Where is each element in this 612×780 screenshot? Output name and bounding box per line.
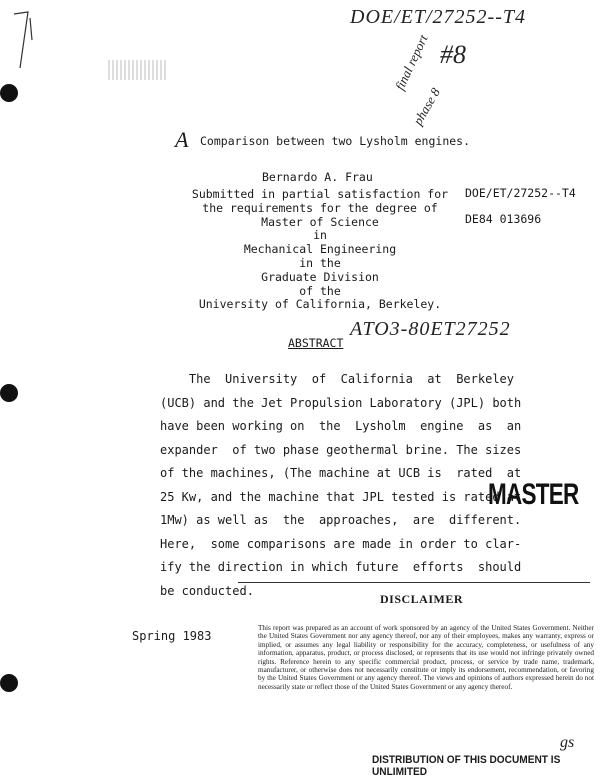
submission-line: Master of Science — [261, 214, 379, 229]
handwritten-accession: ATO3-80ET27252 — [350, 318, 511, 340]
submission-line: of the — [299, 283, 341, 298]
abstract-heading: ABSTRACT — [288, 336, 344, 350]
submission-line: the requirements for the degree of — [202, 200, 438, 215]
master-stamp: MASTER — [488, 478, 579, 511]
submission-line: in — [313, 228, 327, 243]
submission-line: University of California, Berkeley. — [198, 297, 442, 312]
submission-line: in the — [299, 255, 341, 270]
disclaimer-heading: DISCLAIMER — [380, 592, 464, 606]
disclaimer-rule — [238, 582, 590, 583]
abstract-line: 1Mw) as well as the approaches, are different. — [160, 513, 522, 527]
submission-line: Submitted in partial satisfaction for — [191, 187, 449, 201]
disclaimer-body: This report was prepared as an account of work sponsored by an agency of the United States Government. Neither the United States Government nor any agency thereof, nor any of their employees, makes any warranty, express or implied, or assumes any legal liability or responsibility for the accuracy, completeness, or usefulness of any information, apparatus, product, or process disclosed, or represents that its use would not infringe privately owned rights. Reference herein to any specific commercial product, process, or service by trade name, trademark, manufacturer, or otherwise does not necessarily constitute or imply its endorsement, recommendation, or favoring by the United States Government or any agency thereof. The views and opinions of authors expressed herein do not necessarily state or reflect those of the United States Government or any agency thereof. — [258, 624, 594, 691]
signature-initials: gs — [560, 734, 575, 751]
binder-hole-bottom — [0, 674, 18, 692]
submission-line: Mechanical Engineering — [243, 242, 397, 257]
title-initial: A — [175, 127, 189, 152]
abstract-line: expander of two phase geothermal brine. The sizes — [160, 442, 522, 457]
abstract-line: of the machines, (The machine at UCB is rated at — [160, 466, 522, 480]
handwritten-phase: phase 8 — [410, 85, 444, 128]
binder-hole-top — [0, 84, 18, 102]
abstract-line: (UCB) and the Jet Propulsion Laboratory (JPL) both — [160, 395, 522, 410]
handwritten-number: #8 — [440, 40, 466, 69]
abstract-line: be conducted. — [160, 583, 254, 598]
abstract-line: Here, some comparisons are made in order to clar- — [160, 536, 522, 551]
de-number: DE84 013696 — [465, 212, 542, 226]
author-name: Bernardo A. Frau — [262, 170, 373, 184]
distribution-stamp: DISTRIBUTION OF THIS DOCUMENT IS UNLIMITED — [372, 754, 561, 778]
handwritten-doc-id: DOE/ET/27252--T4 — [350, 6, 526, 28]
abstract-line: The University of California at Berkeley — [160, 372, 515, 386]
page-title: Comparison between two Lysholm engines. — [200, 134, 471, 148]
abstract-line: ify the direction in which future efforts should — [160, 560, 522, 574]
abstract-body — [160, 368, 522, 603]
report-number: DOE/ET/27252--T4 — [465, 186, 576, 200]
date-label: Spring 1983 — [132, 629, 212, 643]
faint-stamp-mark — [108, 60, 168, 80]
submission-line: Graduate Division — [261, 269, 379, 284]
report-identifiers — [465, 180, 576, 232]
abstract-line: 25 Kw, and the machine that JPL tested is rated at — [160, 489, 522, 504]
submission-block — [190, 188, 450, 312]
abstract-line: have been working on the Lysholm engine as an — [160, 419, 522, 433]
handwritten-final-report: final report — [392, 32, 431, 93]
margin-scribble — [10, 10, 34, 70]
binder-hole-middle — [0, 384, 18, 402]
